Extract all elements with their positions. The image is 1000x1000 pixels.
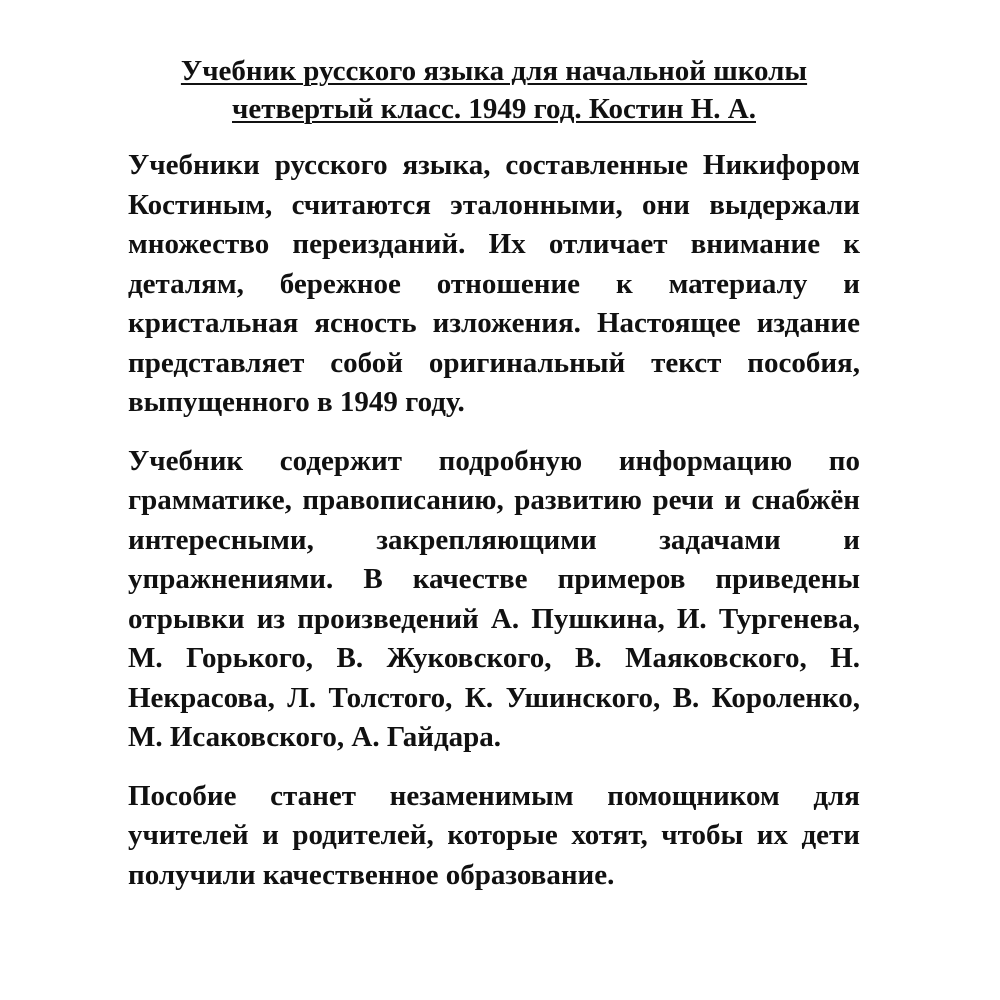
document-title [128,52,860,128]
title-line-1: Учебник русского языка для начальной школы [180,55,808,87]
paragraph-intro: Учебники русского языка, составленные Никифором Костиным, считаются эталонными, они выдержали множество переизданий. Их отличает внимание к деталям, бережное отношение к материалу и кристальная ясность изложения. Настоящее издание представляет собой оригинальный текст пособия, выпущенного в 1949 году. [128,149,860,418]
document-page [128,52,860,895]
paragraph-conclusion: Пособие станет незаменимым помощником для учителей и родителей, которые хотят, чтобы их дети получили качественное образование. [128,779,860,891]
title-line-2: четвертый класс. 1949 год. Костин Н. А. [232,93,756,125]
paragraph-contents: Учебник содержит подробную информацию по грамматике, правописанию, развитию речи и снабжён интересными, закрепляющими задачами и упражнениями. В качестве примеров приведены отрывки из произведений А. Пушкина, И. Тургенева, М. Горького, В. Жуковского, В. Маяковского, Н. Некрасова, Л. Толстого, К. Ушинского, В. Короленко, М. Исаковского, А. Гайдара. [128,444,860,753]
